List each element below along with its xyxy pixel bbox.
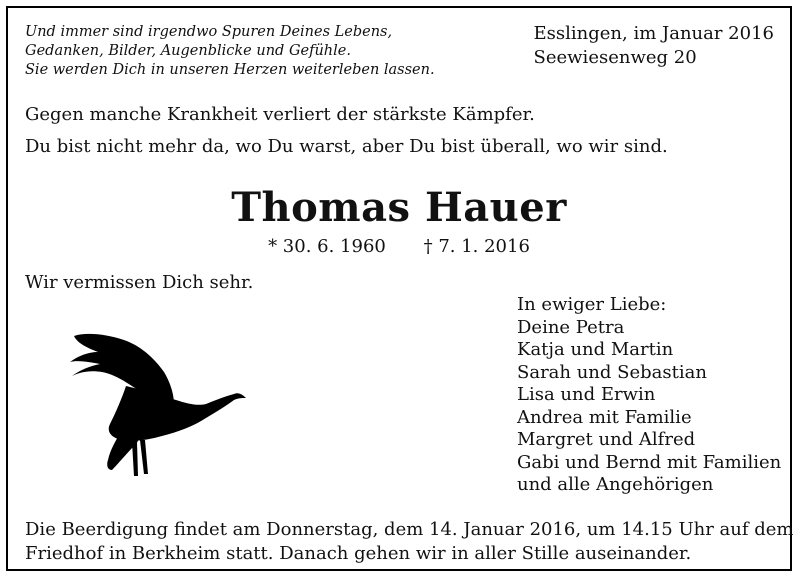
poem [25,23,435,80]
flying-goose-icon [66,326,246,486]
address: Seewiesenweg 20 [533,47,697,68]
life-dates [8,236,790,257]
poem-line: Gedanken, Bilder, Augenblicke und Gefühle. [25,43,351,59]
funeral-line: Die Beerdigung findet am Donnerstag, dem 14. Januar 2016, um 14.15 Uhr auf dem [25,519,794,540]
birth-date: * 30. 6. 1960 [268,236,386,257]
signer-line: Andrea mit Familie [517,406,692,428]
death-date: † 7. 1. 2016 [423,236,530,257]
miss-line: Wir vermissen Dich sehr. [25,272,254,293]
signer-line: Margret und Alfred [517,429,696,450]
signer-line: Katja und Martin [517,339,674,360]
signer-line: und alle Angehörigen [517,474,714,495]
quote-2: Du bist nicht mehr da, wo Du warst, aber Du bist überall, wo wir sind. [25,136,668,157]
signers-list [517,294,781,497]
funeral-notice [25,518,794,566]
signer-line: In ewiger Liebe: [517,294,667,315]
signer-line: Gabi und Bernd mit Familien [517,451,782,473]
signer-line: Sarah und Sebastian [517,361,707,383]
place-and-address [534,22,774,70]
obituary-notice [6,6,792,571]
signer-line: Lisa und Erwin [517,384,656,405]
funeral-line: Friedhof in Berkheim statt. Danach gehen wir in aller Stille auseinander. [25,543,692,564]
place-date: Esslingen, im Januar 2016 [533,23,774,44]
poem-line: Sie werden Dich in unseren Herzen weiterleben lassen. [25,62,435,78]
signer-line: Deine Petra [517,316,625,338]
deceased-name: Thomas Hauer [231,184,567,231]
poem-line: Und immer sind irgendwo Spuren Deines Lebens, [25,24,393,40]
quote-1: Gegen manche Krankheit verliert der stärkste Kämpfer. [25,104,535,125]
